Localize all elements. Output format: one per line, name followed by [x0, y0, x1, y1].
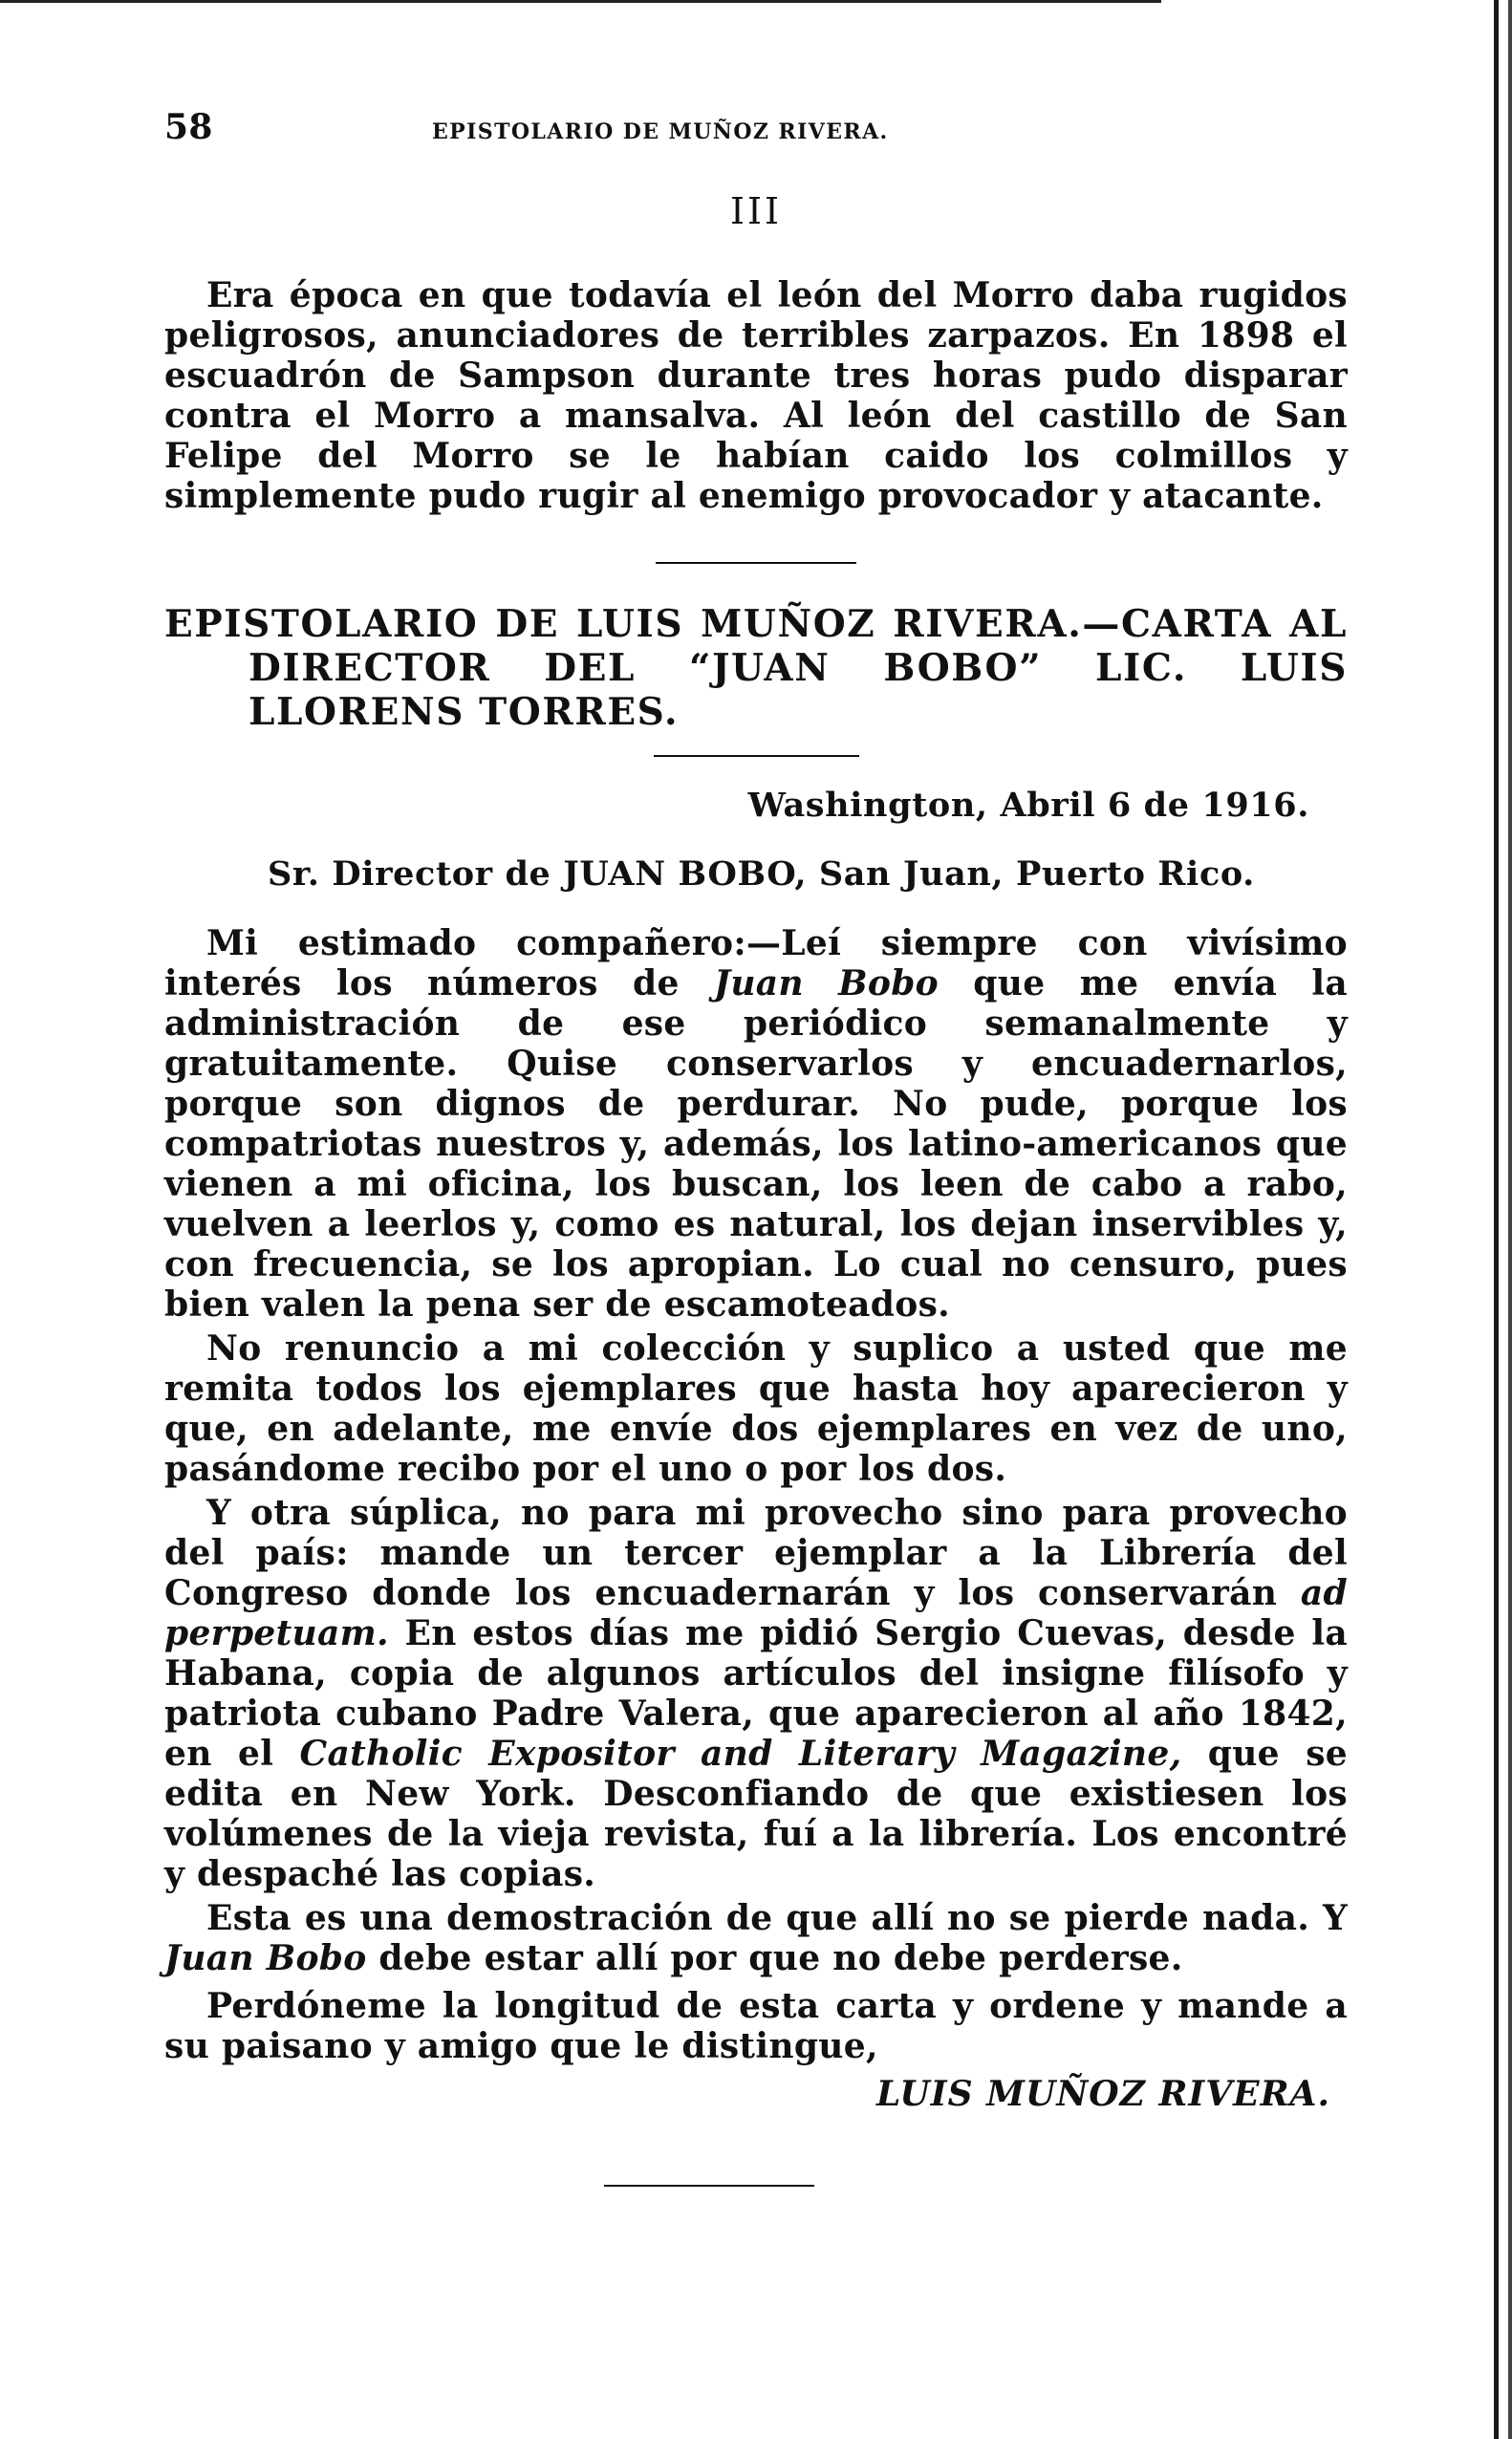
italic-run: Juan Bobo	[713, 963, 939, 1004]
scan-edge-right	[1494, 0, 1499, 2439]
page-header	[164, 107, 1348, 155]
letter-date: Washington, Abril 6 de 1916.	[747, 786, 1309, 825]
letter-paragraph-4	[164, 1898, 1348, 1978]
letter-paragraph-5: Perdóneme la longitud de esta carta y ordene y mande a su paisano y amigo que le distingue,	[164, 1986, 1348, 2066]
section-divider	[656, 562, 856, 564]
section-number: III	[729, 190, 783, 232]
text-run: En estos días me pidió Sergio Cuevas, desde la Habana, copia de algunos artículos del insigne filísofo y patriota cubano Padre Valera, que aparecieron al año 1842, en el	[164, 1613, 1348, 1774]
letter-signature: LUIS MUÑOZ RIVERA.	[876, 2074, 1330, 2114]
letter-paragraph-1	[164, 923, 1348, 1325]
text-run: debe estar allí por que no debe perderse.	[366, 1938, 1183, 1978]
page-number: 58	[164, 107, 213, 147]
title-divider	[654, 755, 859, 757]
text-run: Mi estimado compañero:—Leí siempre con vivísimo interés los números de	[164, 923, 1348, 1004]
letter-paragraph-2: No renuncio a mi colección y suplico a usted que me remita todos los ejemplares que hasta hoy aparecieron y que, en adelante, me envíe dos ejemplares en vez de uno, pasándome recibo por el uno o por los dos.	[164, 1328, 1348, 1489]
intro-paragraph: Era época en que todavía el león del Morro daba rugidos peligrosos, anunciadores de terribles zarpazos. En 1898 el escuadrón de Sampson durante tres horas pudo disparar contra el Morro a mansalva. Al león del castillo de San Felipe del Morro se le habían caido los colmillos y simplemente pudo rugir al enemigo provocador y atacante.	[164, 275, 1348, 516]
text-run: Y otra súplica, no para mi provecho sino para provecho del país: mande un tercer ejemplar a la Librería del Congreso donde los encuadernarán y los conservarán	[164, 1493, 1348, 1613]
letter-paragraph-3	[164, 1493, 1348, 1894]
scan-edge-right-outer	[1508, 0, 1512, 2439]
closing-divider	[604, 2185, 814, 2187]
document-page	[164, 107, 1348, 2187]
letter-title: EPISTOLARIO DE LUIS MUÑOZ RIVERA.—CARTA AL DIRECTOR DEL “JUAN BOBO” LIC. LUIS LLORENS TORRES.	[164, 602, 1348, 734]
text-run: que se edita en New York. Desconfiando de que existiesen los volúmenes de la vieja revista, fuí a la librería. Los encontré y despaché las copias.	[164, 1734, 1348, 1894]
italic-run: ad perpetuam.	[164, 1573, 1348, 1653]
italic-run: Catholic Expositor and Literary Magazine,	[299, 1734, 1182, 1774]
text-run: que me envía la administración de ese periódico semanalmente y gratuitamente. Quise conservarlos y encuadernarlos, porque son dignos de perdurar. No pude, porque los compatriotas nuestros y, además, los latino-americanos que vienen a mi oficina, los buscan, los leen de cabo a rabo, vuelven a leerlos y, como es natural, los dejan inservibles y, con frecuencia, se los apropian. Lo cual no censuro, pues bien valen la pena ser de escamoteados.	[164, 963, 1348, 1325]
scan-edge-top	[0, 0, 1161, 3]
italic-run: Juan Bobo	[164, 1938, 367, 1978]
running-head: EPISTOLARIO DE MUÑOZ RIVERA.	[432, 119, 889, 144]
text-run: Esta es una demostración de que allí no se pierde nada. Y	[206, 1898, 1348, 1938]
letter-addressee: Sr. Director de JUAN BOBO, San Juan, Puerto Rico.	[268, 854, 1255, 894]
